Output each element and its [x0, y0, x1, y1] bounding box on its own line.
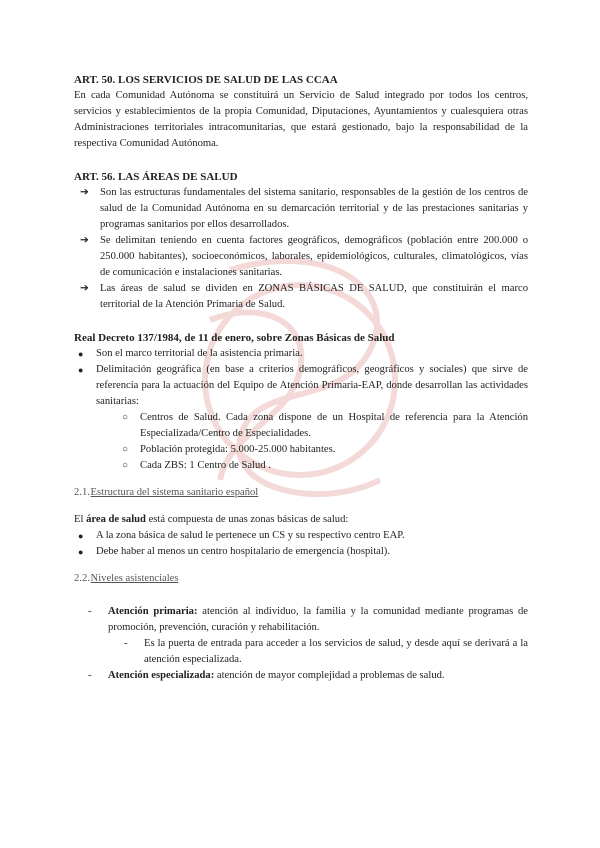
circle-bullet-icon: ○	[122, 460, 129, 471]
rd-title: Real Decreto 137/1984, de 11 de enero, sobre Zonas Básicas de Salud	[74, 332, 395, 344]
list-item: - Atención especializada: atención de mayor complejidad a problemas de salud.	[74, 668, 528, 684]
s22-list-2	[74, 668, 528, 684]
arrow-right-icon: ➔	[80, 187, 89, 198]
list-item: ● Son el marco territorial de la asistencia primaria.	[74, 346, 528, 362]
arrow-right-icon: ➔	[80, 283, 89, 294]
section-2-1-heading: 2.1. Estructura del sistema sanitario español	[74, 487, 259, 498]
s22-sublist	[110, 636, 528, 668]
list-item: - Es la puerta de entrada para acceder a los servicios de salud, y desde aquí se derivará a la atención especializada.	[124, 638, 528, 665]
rd-sublist	[122, 410, 528, 474]
list-item: ● A la zona básica de salud le pertenece un CS y su respectivo centro EAP.	[74, 528, 528, 544]
s22-list	[74, 604, 528, 636]
list-item: ● Debe haber al menos un centro hospitalario de emergencia (hospital).	[74, 544, 528, 560]
rd-list	[74, 346, 528, 410]
list-item: ○ Centros de Salud. Cada zona dispone de un Hospital de referencia para la Atención Especializada/Centro de Especialidades.	[122, 412, 528, 439]
dash-bullet-icon: -	[88, 606, 92, 617]
art56-title: ART. 56. LAS ÁREAS DE SALUD	[74, 171, 238, 183]
document-page	[74, 72, 528, 684]
list-item: ➔ Se delimitan teniendo en cuenta factores geográficos, demográficos (población entre 200.000 o 250.000 habitantes), socioeconómicos, laborales, epidemiológicos, culturales, climatológicos, vías de comunicación e instalaciones sanitarias.	[80, 235, 528, 278]
art50-body: En cada Comunidad Autónoma se constituirá un Servicio de Salud integrado por todos los centros, servicios y establecimientos de la propia Comunidad, Diputaciones, Ayuntamientos y cualesquiera otras Administraciones territoriales intracomunitarias, que estará gestionado, bajo la responsabilidad de la respectiva Comunidad Autónoma.	[74, 90, 528, 149]
list-item: ○ Población protegida: 5.000-25.000 habitantes.	[122, 442, 528, 458]
art50-title: ART. 50. LOS SERVICIOS DE SALUD DE LAS CCAA	[74, 74, 338, 86]
dash-bullet-icon: -	[88, 670, 92, 681]
bullet-icon: ●	[78, 547, 84, 557]
section-2-2-heading: 2.2. Niveles asistenciales	[74, 573, 179, 584]
list-item: ➔ Las áreas de salud se dividen en ZONAS BÁSICAS DE SALUD, que constituirán el marco territorial de la Atención Primaria de Salud.	[80, 283, 528, 310]
bullet-icon: ●	[78, 531, 84, 541]
list-item: ○ Cada ZBS: 1 Centro de Salud .	[122, 458, 528, 474]
bullet-icon: ●	[78, 365, 84, 375]
circle-bullet-icon: ○	[122, 412, 129, 423]
bullet-icon: ●	[78, 349, 84, 359]
art56-list	[74, 185, 528, 313]
dash-bullet-icon: -	[124, 638, 128, 649]
list-item: ● Delimitación geográfica (en base a criterios demográficos, geográficos y sociales) que sirve de referencia para la actuación del Equipo de Atención Primaria-EAP, donde desarrollan las actividades sanitarias:	[78, 364, 528, 407]
list-item: - Atención primaria: atención al individuo, la familia y la comunidad mediante programas de promoción, prevención, curación y rehabilitación.	[88, 606, 528, 633]
circle-bullet-icon: ○	[122, 444, 129, 455]
s21-intro: El área de salud está compuesta de unas zonas básicas de salud:	[74, 514, 349, 525]
arrow-right-icon: ➔	[80, 235, 89, 246]
s21-list	[74, 528, 528, 560]
list-item: ➔ Son las estructuras fundamentales del sistema sanitario, responsables de la gestión de los centros de salud de la Comunidad Autónoma en su demarcación territorial y de las prestaciones sanitarias y programas sanitarios por ellos desarrollados.	[80, 187, 528, 230]
